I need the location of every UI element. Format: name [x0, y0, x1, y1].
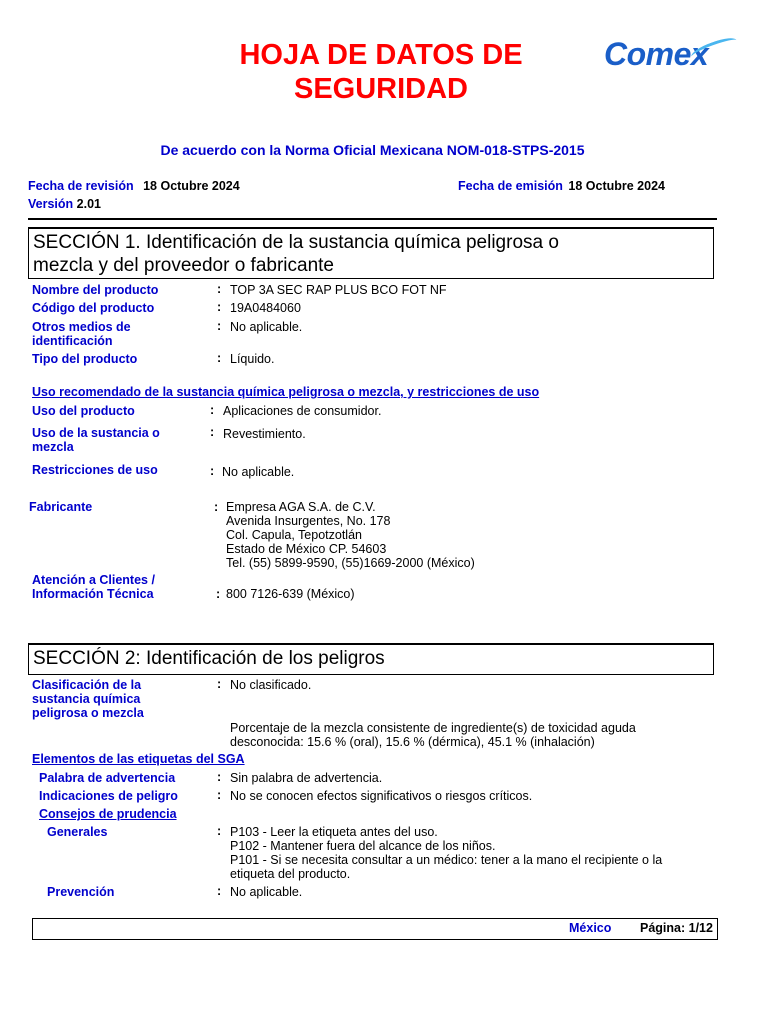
- label-fabricante: Fabricante: [29, 500, 93, 514]
- generales-line-2: P102 - Mantener fuera del alcance de los niños.: [230, 839, 496, 853]
- fabricante-line-3: Col. Capula, Tepotzotlán: [226, 528, 362, 542]
- section-1-title-line-2: mezcla y del proveedor o fabricante: [33, 255, 334, 276]
- porcentaje-line-1: Porcentaje de la mezcla consistente de ingrediente(s) de toxicidad aguda: [230, 721, 636, 735]
- revision-label: Fecha de revisión: [28, 179, 134, 193]
- label-clasificacion-line-3: peligrosa o mezcla: [32, 706, 144, 720]
- label-atencion: [32, 573, 155, 601]
- footer-page-number: Página: 1/12: [640, 921, 713, 935]
- value-otros-medios: No aplicable.: [230, 320, 303, 334]
- section-1-title-line-1: SECCIÓN 1. Identificación de la sustancia química peligrosa o: [33, 232, 559, 253]
- label-uso-sustancia: [32, 426, 160, 454]
- label-palabra-advertencia: Palabra de advertencia: [39, 771, 176, 785]
- label-clasificacion: [32, 678, 144, 720]
- value-uso-sustancia: Revestimiento.: [223, 427, 306, 441]
- label-codigo-producto: Código del producto: [32, 301, 155, 315]
- label-clasificacion-line-1: Clasificación de la: [32, 678, 142, 692]
- generales-line-3: P101 - Si se necesita consultar a un médico: tener a la mano el recipiente o la: [230, 853, 663, 867]
- value-atencion: 800 7126-639 (México): [226, 587, 355, 601]
- label-nombre-producto: Nombre del producto: [32, 283, 159, 297]
- value-tipo-producto: Líquido.: [230, 352, 275, 366]
- comex-logo: [604, 36, 708, 73]
- label-atencion-line-1: Atención a Clientes /: [32, 573, 155, 587]
- norma-reference: De acuerdo con la Norma Oficial Mexicana NOM-018-STPS-2015: [160, 142, 585, 158]
- fabricante-line-5: Tel. (55) 5899-9590, (55)1669-2000 (México): [226, 556, 475, 570]
- value-palabra-advertencia: Sin palabra de advertencia.: [230, 771, 383, 785]
- revision-date: [28, 179, 240, 193]
- label-uso-producto: Uso del producto: [32, 404, 135, 418]
- value-nombre-producto: TOP 3A SEC RAP PLUS BCO FOT NF: [230, 283, 447, 297]
- label-prevencion: Prevención: [47, 885, 115, 899]
- version: [28, 197, 101, 211]
- value-restricciones: No aplicable.: [222, 465, 295, 479]
- section-2-header: [28, 643, 714, 675]
- value-indicaciones-peligro: No se conocen efectos significativos o riesgos críticos.: [230, 789, 533, 803]
- version-label: Versión: [28, 197, 74, 211]
- emision-date: [458, 179, 665, 193]
- label-clasificacion-line-2: sustancia química: [32, 692, 141, 706]
- consejos-prudencia-heading: Consejos de prudencia: [39, 807, 177, 821]
- generales-line-4: etiqueta del producto.: [230, 867, 351, 881]
- label-tipo-producto: Tipo del producto: [32, 352, 138, 366]
- value-prevencion: No aplicable.: [230, 885, 303, 899]
- elementos-etiquetas-heading: Elementos de las etiquetas del SGA: [32, 752, 245, 766]
- fabricante-line-2: Avenida Insurgentes, No. 178: [226, 514, 391, 528]
- uso-recomendado-heading: Uso recomendado de la sustancia química peligrosa o mezcla, y restricciones de uso: [32, 385, 540, 399]
- value-clasificacion: No clasificado.: [230, 678, 312, 692]
- value-uso-producto: Aplicaciones de consumidor.: [223, 404, 382, 418]
- emision-value: 18 Octubre 2024: [568, 179, 665, 193]
- fabricante-line-4: Estado de México CP. 54603: [226, 542, 387, 556]
- fabricante-line-1: Empresa AGA S.A. de C.V.: [226, 500, 376, 514]
- emision-label: Fecha de emisión: [458, 179, 563, 193]
- title-line-2: SEGURIDAD: [293, 73, 468, 105]
- header-rule: [28, 218, 717, 220]
- label-generales: Generales: [47, 825, 108, 839]
- value-fabricante: [226, 500, 475, 570]
- value-generales: [230, 825, 662, 881]
- label-indicaciones-peligro: Indicaciones de peligro: [39, 789, 178, 803]
- revision-value: 18 Octubre 2024: [143, 179, 240, 193]
- footer-country: México: [569, 921, 612, 935]
- section-2-title: SECCIÓN 2: Identificación de los peligros: [33, 648, 385, 669]
- title-line-1: HOJA DE DATOS DE: [239, 39, 523, 71]
- label-uso-sustancia-line-2: mezcla: [32, 440, 74, 454]
- version-value: 2.01: [76, 197, 101, 211]
- label-restricciones: Restricciones de uso: [32, 463, 158, 477]
- logo-text: Comex: [604, 36, 709, 72]
- value-codigo-producto: 19A0484060: [230, 301, 301, 315]
- section-1-header: [28, 227, 714, 279]
- porcentaje-line-2: desconocida: 15.6 % (oral), 15.6 % (dérmica), 45.1 % (inhalación): [230, 735, 595, 749]
- label-otros-medios-line-1: Otros medios de: [32, 320, 131, 334]
- label-uso-sustancia-line-1: Uso de la sustancia o: [32, 426, 160, 440]
- label-otros-medios-line-2: identificación: [32, 334, 113, 348]
- generales-line-1: P103 - Leer la etiqueta antes del uso.: [230, 825, 438, 839]
- porcentaje-mezcla: [230, 721, 636, 749]
- page-footer: [32, 918, 718, 940]
- document-title: [160, 38, 602, 106]
- label-atencion-line-2: Información Técnica: [32, 587, 154, 601]
- label-otros-medios: [32, 320, 131, 348]
